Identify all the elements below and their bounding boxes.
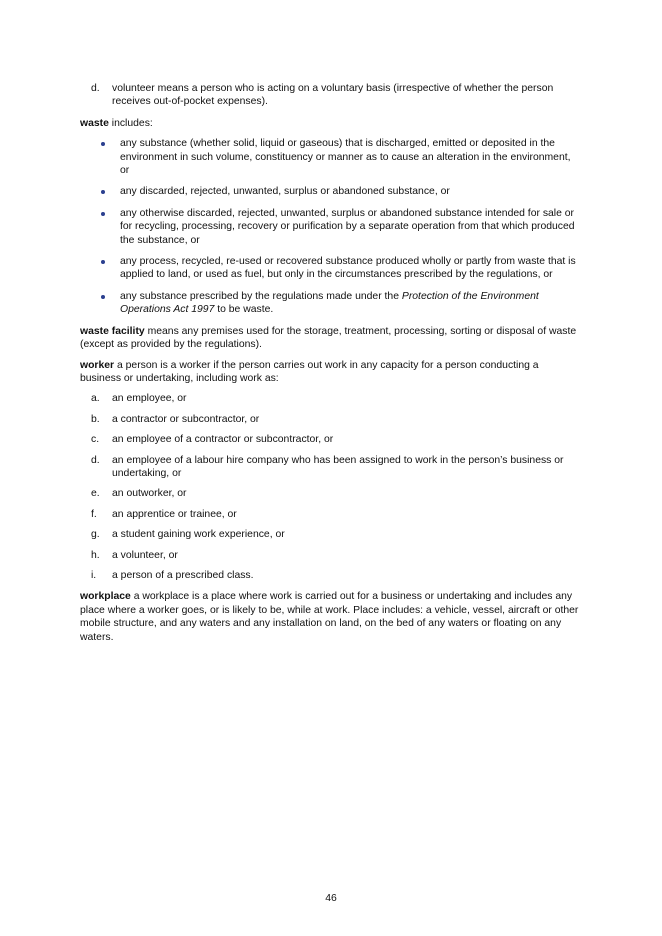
list-item-text: volunteer means a person who is acting on a voluntary basis (irrespective of whether the person receives out-of-pocket expenses). <box>112 83 554 108</box>
definition-term: workplace <box>80 591 131 603</box>
bullet-item: any process, recycled, re-used or recovered substance produced wholly or partly from waste that is applied to land, or used as fuel, but only in the circumstances prescribed by the regulations, or <box>80 255 580 282</box>
list-item: f. an apprentice or trainee, or <box>91 508 237 520</box>
definition-waste: waste includes: <box>80 117 153 129</box>
list-marker: f. <box>91 508 97 520</box>
list-marker: c. <box>91 434 100 446</box>
bullet-item: any otherwise discarded, rejected, unwanted, surplus or abandoned substance intended for sale or for recycling, processing, recovery or purification by a separate operation from that which produced the substance, or <box>80 207 580 247</box>
bullet-item: any substance (whether solid, liquid or gaseous) that is discharged, emitted or deposited in the environment in such volume, constituency or manner as to cause an alteration in the environment, or <box>80 137 580 177</box>
definition-workplace: workplace a workplace is a place where work is carried out for a business or undertaking and includes any place where a worker goes, or is likely to be, while at work. Place includes: a vehicle, vessel, aircraft or other mobile structure, and any waters and any installation on land, on the bed of any waters or floating on any waters. <box>80 591 579 643</box>
bullet-item: any substance prescribed by the regulations made under the Protection of the Environment Operations Act 1997 to be waste. <box>80 290 580 317</box>
list-item: i. a person of a prescribed class. <box>91 569 254 581</box>
list-marker: a. <box>91 393 100 405</box>
definition-term: worker <box>80 359 115 371</box>
list-item: e. an outworker, or <box>91 488 187 500</box>
list-marker: g. <box>91 529 100 541</box>
definition-worker: worker a person is a worker if the person carries out work in any capacity for a person conducting a business or undertaking, including work as: <box>80 359 539 384</box>
bullet-icon <box>101 190 105 194</box>
waste-bullet-list <box>80 137 580 316</box>
list-item: d. an employee of a labour hire company who has been assigned to work in the person’s business or undertaking, or <box>91 454 564 479</box>
bullet-icon <box>101 212 105 216</box>
list-item: g. a student gaining work experience, or <box>91 529 285 541</box>
bullet-icon <box>101 295 105 299</box>
list-item: h. a volunteer, or <box>91 549 178 561</box>
list-item <box>80 82 580 109</box>
definition-term: waste <box>80 117 109 129</box>
list-marker: i. <box>91 569 97 581</box>
list-marker: b. <box>91 413 100 425</box>
volunteer-list <box>80 82 580 109</box>
bullet-item: any discarded, rejected, unwanted, surplus or abandoned substance, or <box>80 185 580 198</box>
list-item: a. an employee, or <box>91 393 187 405</box>
list-marker: h. <box>91 549 100 561</box>
bullet-icon <box>101 142 105 146</box>
document-body <box>80 82 580 651</box>
page-number: 46 <box>325 893 337 904</box>
definition-waste-facility: waste facility means any premises used for the storage, treatment, processing, sorting or disposal of waste (except as provided by the regulations). <box>80 325 577 351</box>
list-marker: e. <box>91 488 100 500</box>
list-marker: d. <box>91 83 100 94</box>
act-title: Protection of the Environment Operations Act 1997 <box>120 290 539 316</box>
list-item: c. an employee of a contractor or subcontractor, or <box>91 434 334 446</box>
list-marker: d. <box>91 454 100 466</box>
list-item: b. a contractor or subcontractor, or <box>91 413 260 425</box>
bullet-icon <box>101 260 105 264</box>
worker-list <box>80 392 580 582</box>
definition-term: waste facility <box>80 325 145 337</box>
